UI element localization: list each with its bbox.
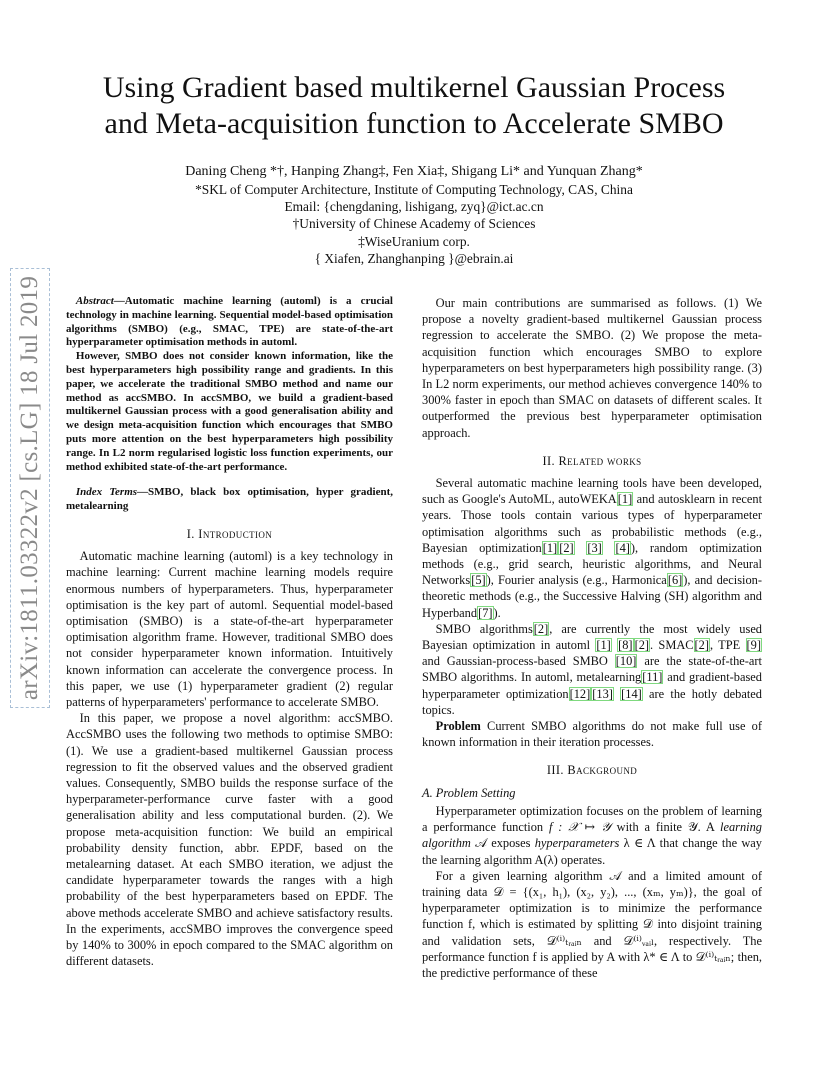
index-terms-label: Index Terms [75,486,138,499]
citation-link[interactable]: [2] [559,540,574,555]
section-heading-introduction: I. Introduction [186,526,273,541]
affiliation-ict: *SKL of Computer Architecture, Institute of Computing Technology, CAS, China [195,182,633,197]
arxiv-stamp [10,268,50,708]
abstract-paragraph-2: However, SMBO does not consider known information, like the best hyperparameters high possibility range and gradients. In this paper, we accelerate the traditional SMBO method and name our method as accSMBO. In accSMBO, we build a gradient-based multikernel Gaussian process with a good generalisation ability and we design meta-acquisition function which encourages that SMBO puts more attention on the best hyperparameters high possibility range. In L2 norm regularised logistic loss function experiments, our method exhibited state-of-the-art performance. [66,350,393,473]
problem-paragraph: Problem Current SMBO algorithms do not make full use of known information in their iteration processes. [422,719,762,750]
related-works-paragraph-2: SMBO algorithms[2], are currently the most widely used Bayesian optimization in automl [1] [8] [2]. SMAC[2], TPE [9] and Gaussian-process-based SMBO [10] are the state-of-the-art SMBO algorithms. In automl, metalearning[11] and gradient-based hyperparameter optimization[12] [13] [14] are the hotly debated topics. [422,621,763,717]
citation-link[interactable]: [3] [587,540,602,555]
citation-link[interactable]: [13] [592,686,613,701]
abstract-label: Abstract [75,295,114,307]
title-line-1: Using Gradient based multikernel Gaussian Process [102,71,726,104]
affiliation-wiseuranium: ‡WiseUranium corp. [358,233,470,249]
problem-label: Problem [435,719,481,734]
citation-link[interactable]: [8] [618,638,633,653]
paper-title [50,70,778,142]
author-names: Daning Cheng *†, Hanping Zhang‡, Fen Xia‡, Shigang Li* and Yunquan Zhang* [185,164,643,179]
author-block [120,163,708,267]
citation-link[interactable]: [7] [478,605,493,620]
citation-link[interactable]: [9] [746,638,761,653]
background-paragraph-2: For a given learning algorithm 𝒜 and a limited amount of training data 𝒟 = {(x₁, h₁), (x₂, y₂), ..., (xₘ, yₘ)}, the goal of hyperparameter optimization is to minimize the performance function f, which is estimated by splitting 𝒟 into disjoint training and validation sets, 𝒟⁽ⁱ⁾ₜᵣₐᵢₙ and 𝒟⁽ⁱ⁾ᵥₐᵢₗ, respectively. The performance function f is applied by A with λ* ∈ Λ to 𝒟⁽ⁱ⁾ₜᵣₐᵢₙ; then, the predictive performance of these [422,868,762,980]
citation-link[interactable]: [6] [667,573,683,588]
left-column [66,295,393,969]
citation-link[interactable]: [5] [471,573,486,588]
abstract [66,295,393,474]
background-paragraph-1: Hyperparameter optimization focuses on the problem of learning a performance function f : 𝒳 ↦ 𝒴 with a finite 𝒴. A learning algorithm 𝒜 exposes hyperparameters λ ∈ Λ that change the way the learning algorithm A(λ) operates. [422,803,763,867]
subsection-heading-problem-setting: A. Problem Setting [422,785,516,800]
intro-paragraph-1: Automatic machine learning (automl) is a key technology in machine learning: Current machine learning models require enormous numbers of hyperparameters. Thus, hyperparameter optimisation is the key part of automl. Sequential model-based optimisation (SMBO) is a state-of-the-art hyperparameter optimisation algorithm frame. However, traditional SMBO does not consider hyperparameter known information. Intuitively known information can accelerate the convergence process. In this paper, we use (1) hyperparameter gradient (2) regular patterns of hyperparameters' performance to accelerate SMBO. [66,549,393,709]
citation-link[interactable]: [1] [617,492,633,507]
citation-link[interactable]: [1] [596,638,611,653]
email-ict: Email: {chengdaning, lishigang, zyq}@ict.ac.cn [284,199,544,215]
arxiv-identifier: arXiv:1811.03322v2 [cs.LG] 18 Jul 2019 [16,275,43,701]
abstract-paragraph-1: Abstract—Automatic machine learning (automl) is a crucial technology in machine learning. Sequential model-based optimisation algorithms (SMBO) (e.g., SMAC, TPE) are state-of-the-art hyperparameter optimisation methods in automl. [66,295,393,349]
citation-link[interactable]: [11] [642,670,663,685]
citation-link[interactable]: [1] [542,540,558,555]
right-column [422,295,762,981]
contributions-paragraph: Our main contributions are summarised as follows. (1) We propose a novelty gradient-based multikernel Gaussian process regression to accelerate the SMBO. (2) We propose the meta-acquisition function which encourages SMBO to explore hyperparameters on best hyperparameters high possibility range. (3) In L2 norm experiments, our method achieves convergence 140% to 300% faster in epoch than SMAC on datasets of different scales. It outperformed the previous best hyperparameter optimisation approach. [422,296,762,440]
title-line-2: and Meta-acquisition function to Accelerate SMBO [104,107,724,140]
section-heading-background: III. Background [546,763,638,778]
index-terms: Index Terms—SMBO, black box optimisation, hyper gradient, metalearning [66,486,393,513]
citation-link[interactable]: [2] [694,638,709,653]
citation-link[interactable]: [14] [621,686,642,701]
citation-link[interactable]: [2] [533,621,549,636]
intro-paragraph-2: In this paper, we propose a novel algorithm: accSMBO. AccSMBO uses the following two methods to optimise SMBO: (1). We use a gradient-based multikernel Gaussian process regression to fit the observed values and the observed gradient values. Consequently, SMBO builds the response surface of the hyperparameter-performance curve faster with a good generalisation ability and less computational burden. (2). We propose meta-acquisition function: We build an empirical probability density function, abbr. EPDF, based on the metalearning dataset. At each SMBO iteration, we adjust the candidate hyperparameter towards the ranges with a high probability of the best hyperparameters based on EPDF. The above methods accelerate SMBO and achieve satisfactory results. In the experiments, accSMBO improves the convergence speed by 140% to 300% in epoch compared to the SMAC algorithm on different datasets. [66,711,393,969]
affiliation-ucas: †University of Chinese Academy of Sciences [292,216,536,232]
citation-link[interactable]: [10] [615,654,637,669]
section-heading-related-works: II. Related works [542,453,642,468]
citation-link[interactable]: [12] [569,686,591,701]
related-works-paragraph-1: Several automatic machine learning tools have been developed, such as Google's AutoML, autoWEKA[1] and autosklearn in recent years. Those tools contain various types of hyperparameter optimisation algorithms such as probabilistic methods (e.g., Bayesian optimization[1] [2] [3] [4]), random optimization methods (e.g., grid search, heuristic algorithms, and Neural Networks[5]), Fourier analysis (e.g., Harmonica[6]), and decision-theoretic methods (e.g., the Successive Halving (SH) algorithm and Hyperband[7]). [422,476,763,620]
email-ebrain: { Xiafen, Zhanghanping }@ebrain.ai [314,250,514,266]
citation-link[interactable]: [4] [615,540,630,555]
citation-link[interactable]: [2] [634,638,650,653]
